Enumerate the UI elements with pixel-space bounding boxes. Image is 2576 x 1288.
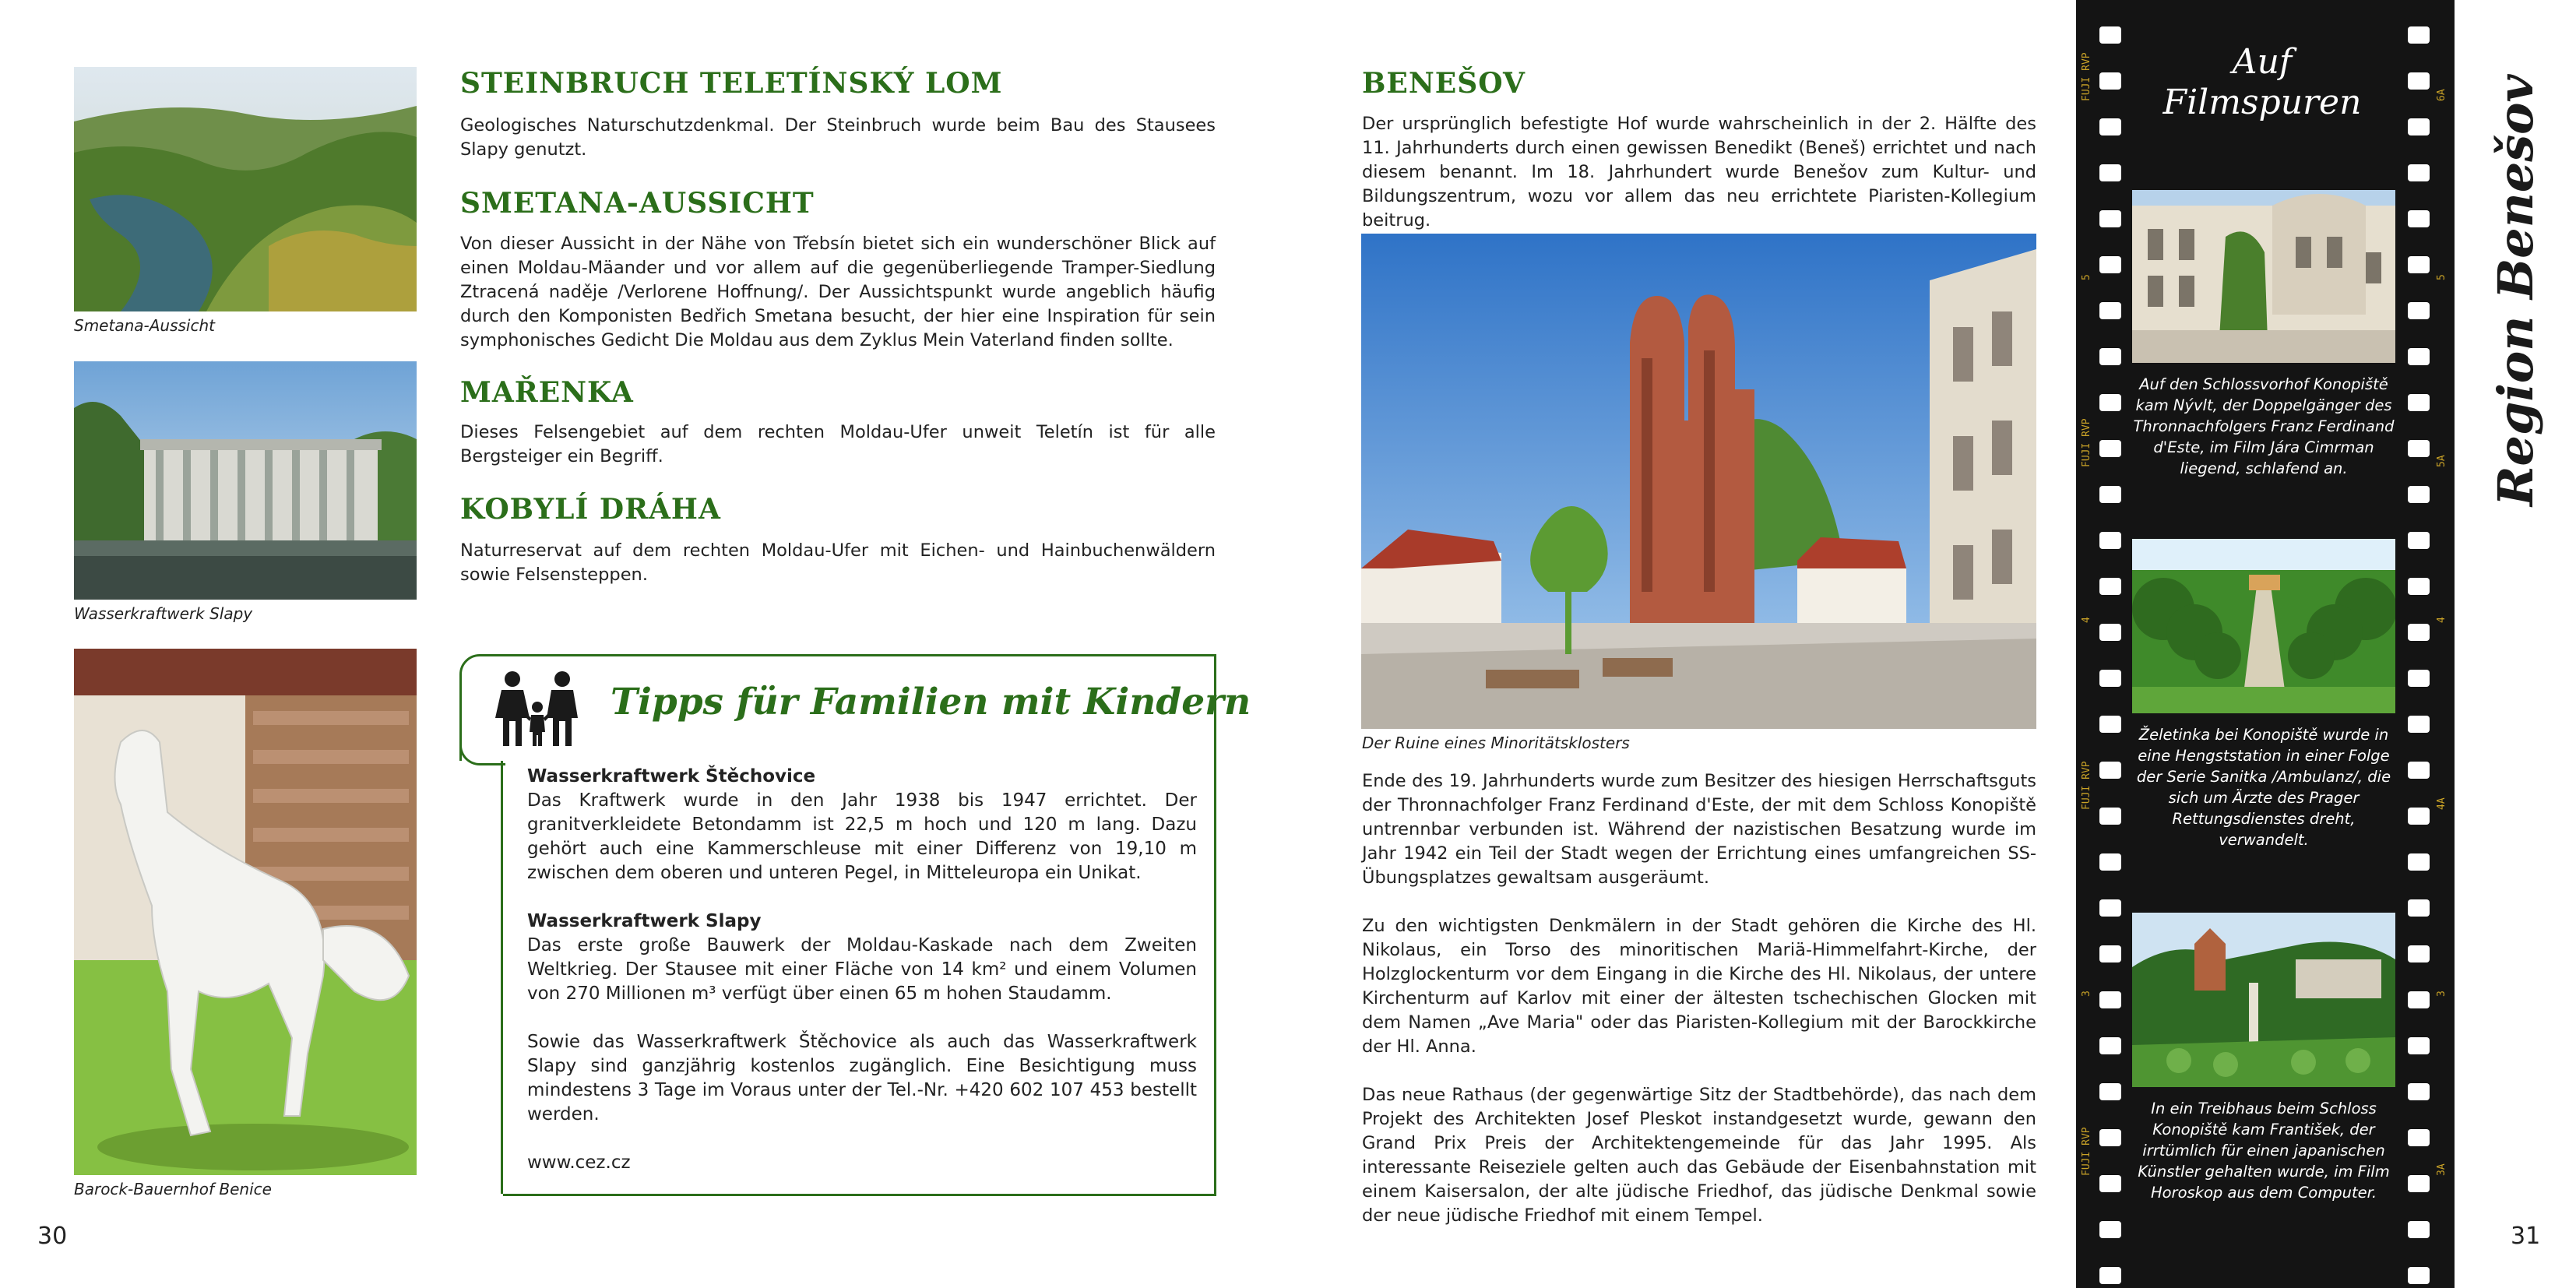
film-mark-right: 4A — [2436, 797, 2448, 810]
film-sprocket-hole — [2099, 26, 2121, 44]
tips-block2-text: Das erste große Bauwerk der Moldau-Kaskade nach dem Zweiten Weltkrieg. Der Stausee mit einer Fläche von 14 km² und einem Volumen von 270 Millionen m³ verfügt über einen 65 m hohen Staudamm. — [527, 935, 1197, 1004]
section-text-steinbruch: Geologisches Naturschutzdenkmal. Der Steinbruch wurde beim Bau des Stausees Slapy genutzt. — [460, 115, 1216, 160]
tips-link[interactable]: www.cez.cz — [527, 1153, 631, 1173]
benesov-body — [1362, 769, 2036, 1252]
film-mark-right: 6A — [2436, 89, 2448, 101]
film-sprocket-hole — [2408, 1083, 2430, 1100]
film-sprocket-hole — [2408, 440, 2430, 457]
family-icon — [481, 670, 592, 748]
film-sprocket-hole — [2099, 808, 2121, 825]
film-caption-2: Želetinka bei Konopiště wurde in eine Hengststation in einer Folge der Serie Sanitka /Ambulanz/, die sich um Ärzte des Prager Rettungsdienstes dreht, verwandelt. — [2136, 726, 2391, 849]
film-sprocket-hole — [2099, 1129, 2121, 1146]
film-sprocket-hole — [2408, 486, 2430, 503]
section-title-benesov: BENEŠOV — [1362, 67, 1526, 100]
film-sprocket-hole — [2408, 899, 2430, 917]
film-sprocket-hole — [2408, 118, 2430, 135]
page-number-right: 31 — [2511, 1223, 2541, 1250]
film-mark-right: 3 — [2436, 991, 2448, 997]
film-sprocket-hole — [2099, 716, 2121, 733]
film-sprocket-hole — [2408, 945, 2430, 962]
film-sprocket-hole — [2099, 302, 2121, 319]
film-sprocket-hole — [2408, 26, 2430, 44]
film-sprocket-hole — [2408, 210, 2430, 227]
film-caption-3: In ein Treibhaus beim Schloss Konopiště kam František, der irrtümlich für einen japanischen Künstler gehalten wurde, im Film Horoskop aus dem Computer. — [2138, 1100, 2390, 1202]
benesov-paragraph-2: Zu den wichtigsten Denkmälern in der Stadt gehören die Kirche des Hl. Nikolaus, ein Torso des minoritischen Mariä-Himmelfahrt-Kirche, der Holzglockenturm vor dem Eingang in die Kirche des Hl. Nikolaus, der untere Kirchenturm auf Karlov mit einer der ältesten tschechischen Glocken mit dem Namen „Ave Maria" oder das Piaristen-Kollegium mit der Barockkirche der Hl. Anna. — [1362, 916, 2036, 1057]
section-title-marenka: MAŘENKA — [460, 376, 634, 409]
film-sprocket-hole — [2408, 532, 2430, 549]
film-sprocket-hole — [2408, 624, 2430, 641]
film-sprocket-hole — [2099, 1175, 2121, 1192]
film-photo-zeletinka — [2132, 539, 2395, 713]
film-mark-left: FUJI RVP — [2081, 418, 2092, 467]
film-sprocket-hole — [2408, 1175, 2430, 1192]
film-sprocket-hole — [2099, 853, 2121, 871]
film-sprocket-hole — [2408, 670, 2430, 687]
film-sprocket-hole — [2099, 1221, 2121, 1238]
film-sprocket-hole — [2408, 991, 2430, 1008]
film-sprocket-hole — [2099, 486, 2121, 503]
film-sprocket-hole — [2099, 348, 2121, 365]
section-text-kobyli-draha: Naturreservat auf dem rechten Moldau-Ufer mit Eichen- und Hainbuchenwäldern sowie Felsensteppen. — [460, 540, 1216, 585]
film-sprocket-hole — [2408, 72, 2430, 90]
benesov-paragraph-3: Das neue Rathaus (der gegenwärtige Sitz der Stadtbehörde), das nach dem Projekt des Architekten Josef Pleskot instandgesetzt wurde, gewann den Grand Prix Preis der Architektengemeinde für das Jahr 1995. Als interessante Reiseziele gelten auch das Gebäude der Eisenbahnstation mit einem Kaisersalon, der alte jüdische Friedhof, das jüdische Denkmal sowie der neue jüdische Friedhof mit einem Tempel. — [1362, 1085, 2036, 1226]
film-sprocket-hole — [2099, 670, 2121, 687]
film-mark-left: FUJI RVP — [2081, 761, 2092, 810]
page-number-left: 30 — [37, 1223, 68, 1250]
tips-title: Tipps für Familien mit Kindern — [611, 681, 1251, 723]
caption-photo-2: Wasserkraftwerk Slapy — [74, 604, 253, 623]
film-sprocket-hole — [2408, 1267, 2430, 1284]
tips-tab-cover — [458, 761, 503, 1197]
section-text-smetana: Von dieser Aussicht in der Nähe von Třebsín bietet sich ein wunderschöner Blick auf einen Moldau-Mäander und vor allem auf die gegenüberliegende Tramper-Siedlung Ztracená naděje /Verlorene Hoffnung/. Der Aussichtspunkt wurde angeblich häufig durch den Komponisten Bedřich Smetana besucht, der hier eine Inspiration für sein symphonisches Gedicht Die Moldau aus dem Zyklus Mein Vaterland finden sollte. — [460, 234, 1216, 350]
film-mark-left: FUJI RVP — [2081, 1127, 2092, 1176]
film-sprocket-hole — [2408, 762, 2430, 779]
film-sprocket-hole — [2408, 1129, 2430, 1146]
tips-block2-title: Wasserkraftwerk Slapy — [527, 911, 762, 931]
film-sprocket-hole — [2099, 1037, 2121, 1054]
film-sprocket-hole — [2099, 164, 2121, 181]
film-mark-right: 3A — [2436, 1163, 2448, 1176]
tips-body — [527, 765, 1197, 1175]
film-title-line2: Filmspuren — [2163, 83, 2362, 122]
film-sprocket-hole — [2408, 853, 2430, 871]
film-sprocket-hole — [2099, 991, 2121, 1008]
film-mark-left: 5 — [2081, 274, 2092, 280]
film-sprocket-hole — [2099, 762, 2121, 779]
caption-photo-benesov: Der Ruine eines Minoritätsklosters — [1362, 734, 1630, 752]
film-mark-right: 5A — [2436, 455, 2448, 467]
film-title — [2134, 42, 2391, 123]
film-sprocket-hole — [2408, 1037, 2430, 1054]
tips-block1-title: Wasserkraftwerk Štěchovice — [527, 766, 816, 787]
tips-block1-text: Das Kraftwerk wurde in den Jahr 1938 bis 1947 errichtet. Der granitverkleidete Betondamm ist 22,5 m hoch und 120 m lang. Dazu gehört auch eine Kammerschleuse mit einer Differenz von 19,10 m zwischen dem oberen und unteren Pegel, in Mitteleuropa ein Unikat. — [527, 790, 1197, 883]
film-sprocket-hole — [2099, 1267, 2121, 1284]
benesov-paragraph-1: Ende des 19. Jahrhunderts wurde zum Besitzer des hiesigen Herrschaftsguts der Thronnachfolger Franz Ferdinand d'Este, der mit dem Schloss Konopiště untrennbar verbunden ist. Während der nazistischen Besatzung wurde im Jahr 1942 ein Teil der Stadt wegen der Errichtung eines umfangreichen SS-Übungsplatzes gewaltsam ausgeräumt. — [1362, 771, 2036, 888]
benesov-intro: Der ursprünglich befestigte Hof wurde wahrscheinlich in der 2. Hälfte des 11. Jahrhunderts durch einen gewissen Benedikt (Beneš) errichtet und nach diesem benannt. Im 18. Jahrhundert wurde Benešov zum Kultur- und Bildungszentrum, wozu vor allem das neu errichtete Piaristen-Kollegium beitrug. — [1362, 114, 2036, 231]
caption-photo-1: Smetana-Aussicht — [74, 316, 215, 335]
photo-wasserkraftwerk-slapy — [74, 361, 417, 600]
film-sprocket-hole — [2099, 256, 2121, 273]
film-mark-left: FUJI RVP — [2081, 52, 2092, 101]
film-mark-left: 3 — [2081, 991, 2092, 997]
section-title-steinbruch: STEINBRUCH TELETÍNSKÝ LOM — [460, 67, 1003, 100]
film-sprocket-hole — [2408, 394, 2430, 411]
film-sprocket-hole — [2099, 624, 2121, 641]
tips-left-rule — [501, 761, 503, 1194]
film-photo-konopiste-courtyard — [2132, 190, 2395, 363]
photo-minoritenkloster-ruine — [1361, 234, 2036, 729]
film-sprocket-hole — [2408, 578, 2430, 595]
film-sprocket-hole — [2099, 945, 2121, 962]
film-sprocket-hole — [2408, 1221, 2430, 1238]
film-sprocket-hole — [2099, 899, 2121, 917]
film-sprocket-hole — [2099, 72, 2121, 90]
film-photo-treibhaus — [2132, 913, 2395, 1087]
film-sprocket-hole — [2099, 118, 2121, 135]
film-caption-1: Auf den Schlossvorhof Konopiště kam Nývlt, der Doppelgänger des Thronnachfolgers Franz Ferdinand d'Este, im Film Jára Cimrman liegend, schlafend an. — [2133, 375, 2395, 477]
film-sprocket-hole — [2099, 394, 2121, 411]
film-sprocket-hole — [2099, 532, 2121, 549]
film-sprocket-hole — [2408, 348, 2430, 365]
caption-photo-3: Barock-Bauernhof Benice — [74, 1180, 272, 1198]
section-title-smetana: SMETANA-AUSSICHT — [460, 187, 815, 220]
section-text-marenka: Dieses Felsengebiet auf dem rechten Moldau-Ufer unweit Teletín ist für alle Bergsteiger ein Begriff. — [460, 422, 1216, 466]
film-mark-right: 5 — [2436, 274, 2448, 280]
film-sprocket-hole — [2099, 440, 2121, 457]
film-mark-right: 4 — [2436, 617, 2448, 623]
film-sprocket-hole — [2408, 164, 2430, 181]
photo-barock-bauernhof-benice — [74, 649, 417, 1175]
film-sprocket-hole — [2099, 578, 2121, 595]
photo-smetana-aussicht — [74, 67, 417, 311]
film-sprocket-hole — [2408, 716, 2430, 733]
region-label: Region Benešov — [2487, 74, 2544, 506]
film-title-line1: Auf — [2232, 42, 2293, 82]
section-title-kobyli-draha: KOBYLÍ DRÁHA — [460, 493, 721, 526]
film-sprocket-hole — [2408, 808, 2430, 825]
film-sprocket-hole — [2099, 210, 2121, 227]
film-sprocket-hole — [2408, 302, 2430, 319]
film-sprocket-hole — [2408, 256, 2430, 273]
tips-block3-text: Sowie das Wasserkraftwerk Štěchovice als auch das Wasserkraftwerk Slapy sind ganzjährig kostenlos zugänglich. Eine Besichtigung muss mindestens 3 Tage im Voraus unter der Tel.-Nr. +420 602 107 453 bestellt werden. — [527, 1032, 1197, 1124]
film-sprocket-hole — [2099, 1083, 2121, 1100]
film-mark-left: 4 — [2081, 617, 2092, 623]
